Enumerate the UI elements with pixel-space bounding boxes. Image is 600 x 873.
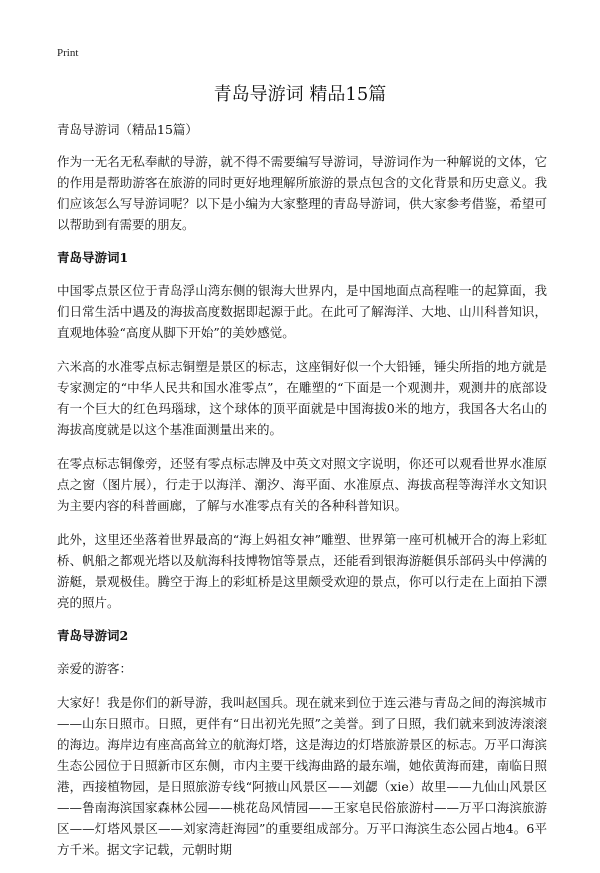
document-title: 青岛导游词 精品15篇 — [213, 84, 387, 105]
section-heading-1: 青岛导游词1 — [57, 250, 129, 265]
section1-paragraph: 在零点标志铜像旁，还竖有零点标志牌及中英文对照文字说明，你还可以观看世界水准原点之窗（图片展），行走于以海洋、潮汐、海平面、水准原点、海拔高程等海洋水文知识为主要内容的科普画廊，了解与水准零点有关的各种科普知识。 — [57, 456, 547, 513]
intro-paragraph: 作为一无名无私奉献的导游，就不得不需要编写导游词，导游词作为一种解说的文体，它的作用是帮助游客在旅游的同时更好地理解所旅游的景点包含的文化背景和历史意义。我们应该怎么写导游词呢？以下是小编为大家整理的青岛导游词，供大家参考借鉴，希望可以帮助到有需要的朋友。 — [57, 154, 547, 232]
section1-paragraph: 中国零点景区位于青岛浮山湾东侧的银海大世界内，是中国地面点高程唯一的起算面，我们日常生活中遇及的海拔高度数据即起源于此。在此可了解海洋、大地、山川科普知识，直观地体验“高度从脚下开始”的美妙感觉。 — [57, 283, 547, 340]
section-heading-2: 青岛导游词2 — [57, 628, 129, 643]
print-label: Print — [57, 47, 79, 59]
section2-paragraph: 大家好！我是你们的新导游，我叫赵国兵。现在就来到位于连云港与青岛之间的海滨城市——山东日照市。日照，更伴有“日出初光先照”之美誉。到了日照，我们就来到波涛滚滚的海边。海岸边有座高高耸立的航海灯塔，这是海边的灯塔旅游景区的标志。万平口海滨生态公园位于日照新市区东侧，市内主要干线海曲路的最东端，她依黄海而建，南临日照港，西接植物园，是日照旅游专线“阿掖山风景区——刘勰（xie）故里——九仙山风景区——鲁南海滨国家森林公园——桃花岛风情园——王家皂民俗旅游村——万平口海滨旅游区——灯塔风景区——刘家湾赶海园”的重要组成部分。万平口海滨生态公园占地4。6平方千米。据文字记载，元朝时期 — [57, 695, 547, 857]
document-subtitle: 青岛导游词（精品15篇） — [57, 122, 198, 137]
section1-paragraph: 此外，这里还坐落着世界最高的“海上妈祖女神”雕塑、世界第一座可机械开合的海上彩虹桥、帆船之都观光塔以及航海科技博物馆等景点，还能看到银海游艇俱乐部码头中停满的游艇，景观极佳。腾空于海上的彩虹桥是这里颇受欢迎的景点，你可以行走在上面拍下漂亮的照片。 — [57, 532, 547, 610]
section1-paragraph: 六米高的水准零点标志铜塑是景区的标志，这座铜好似一个大铅锤，锤尖所指的地方就是专家测定的“中华人民共和国水准零点”，在雕塑的“下面是一个观测井，观测井的底部设有一个巨大的红色玛瑙球，这个球体的顶平面就是中国海拔0米的地方，我国各大名山的海拔高度就是以这个基准面测量出来的。 — [57, 359, 547, 437]
document-body — [57, 120, 547, 873]
section2-greeting: 亲爱的游客： — [57, 661, 133, 676]
